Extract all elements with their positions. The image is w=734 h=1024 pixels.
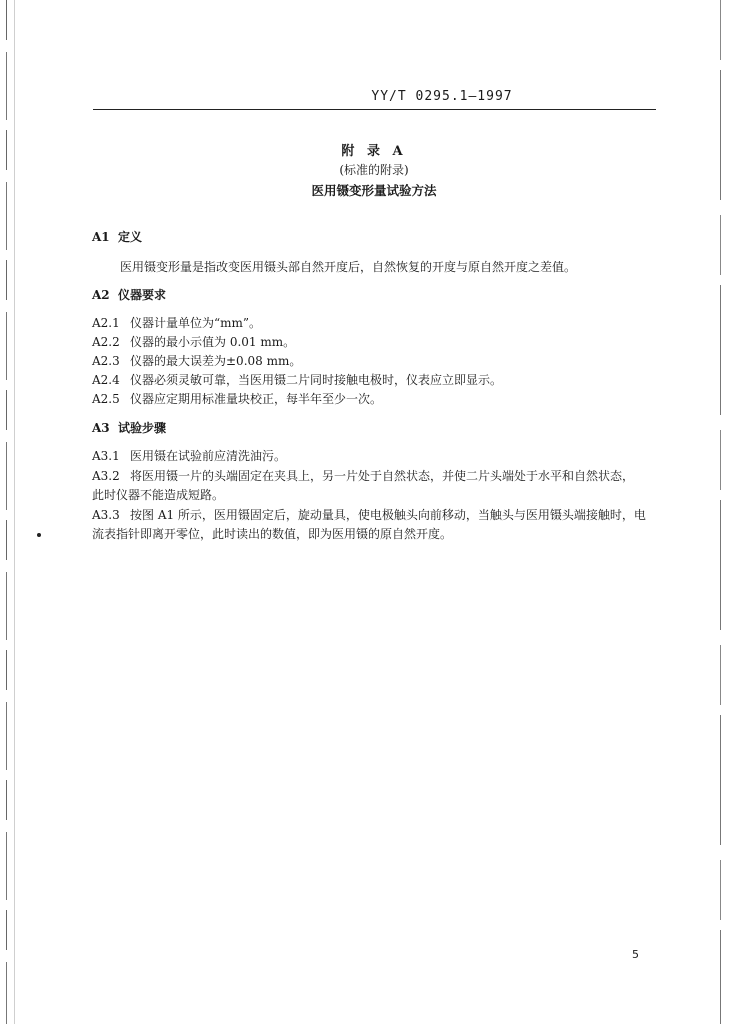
section-heading-a2	[92, 287, 166, 303]
clause-number: A2.2	[92, 335, 120, 349]
clause-number: A3.2	[92, 469, 120, 483]
clause-text: 仪器的最大误差为±0.08 mm。	[130, 354, 302, 368]
section-title: 仪器要求	[118, 288, 167, 302]
clause-text: 按图 A1 所示，医用镊固定后，旋动量具，使电极触头向前移动，当触头与医用镊头端接触时，电	[130, 508, 646, 522]
clause-text: 医用镊在试验前应清洗油污。	[130, 449, 287, 463]
section-heading-a3	[92, 420, 166, 436]
clause-a2-3	[92, 353, 301, 369]
clause-a3-1	[92, 448, 286, 464]
appendix-title: 附 录 A	[341, 144, 407, 159]
clause-number: A2.4	[92, 373, 120, 387]
section-number: A1	[92, 230, 110, 244]
clause-a2-2	[92, 334, 295, 350]
header-rule	[93, 109, 656, 110]
section-a1-text: 医用镊变形量是指改变医用镊头部自然开度后，自然恢复的开度与原自然开度之差值。	[120, 260, 577, 274]
clause-number: A2.5	[92, 392, 120, 406]
appendix-subtitle: (标准的附录)	[339, 163, 409, 177]
clause-a3-2	[92, 468, 634, 484]
page-number: 5	[632, 948, 639, 961]
clause-a3-2-continuation: 此时仪器不能造成短路。	[92, 488, 225, 502]
clause-a2-4	[92, 372, 502, 388]
clause-text: 仪器计量单位为“mm”。	[130, 316, 262, 330]
clause-number: A3.3	[92, 508, 120, 522]
clause-number: A2.1	[92, 316, 120, 330]
appendix-name: 医用镊变形量试验方法	[311, 183, 437, 198]
clause-a3-3-continuation: 流表指针即离开零位，此时读出的数值，即为医用镊的原自然开度。	[92, 527, 453, 541]
section-title: 定义	[118, 230, 143, 244]
clause-number: A2.3	[92, 354, 120, 368]
clause-text: 仪器应定期用标准量块校正，每半年至少一次。	[130, 392, 383, 406]
section-title: 试验步骤	[118, 421, 167, 435]
section-heading-a1	[92, 229, 142, 245]
clause-text: 仪器必须灵敏可靠，当医用镊二片同时接触电极时，仪表应立即显示。	[130, 373, 503, 387]
section-number: A3	[92, 421, 110, 435]
clause-text: 将医用镊一片的头端固定在夹具上，另一片处于自然状态，并使二片头端处于水平和自然状态，	[130, 469, 635, 483]
standard-code: YY/T 0295.1—1997	[371, 89, 513, 104]
clause-number: A3.1	[92, 449, 120, 463]
clause-a2-5	[92, 391, 382, 407]
clause-a2-1	[92, 315, 261, 331]
clause-a3-3	[92, 507, 646, 523]
section-number: A2	[92, 288, 110, 302]
clause-text: 仪器的最小示值为 0.01 mm。	[130, 335, 296, 349]
scan-speck	[37, 533, 41, 537]
